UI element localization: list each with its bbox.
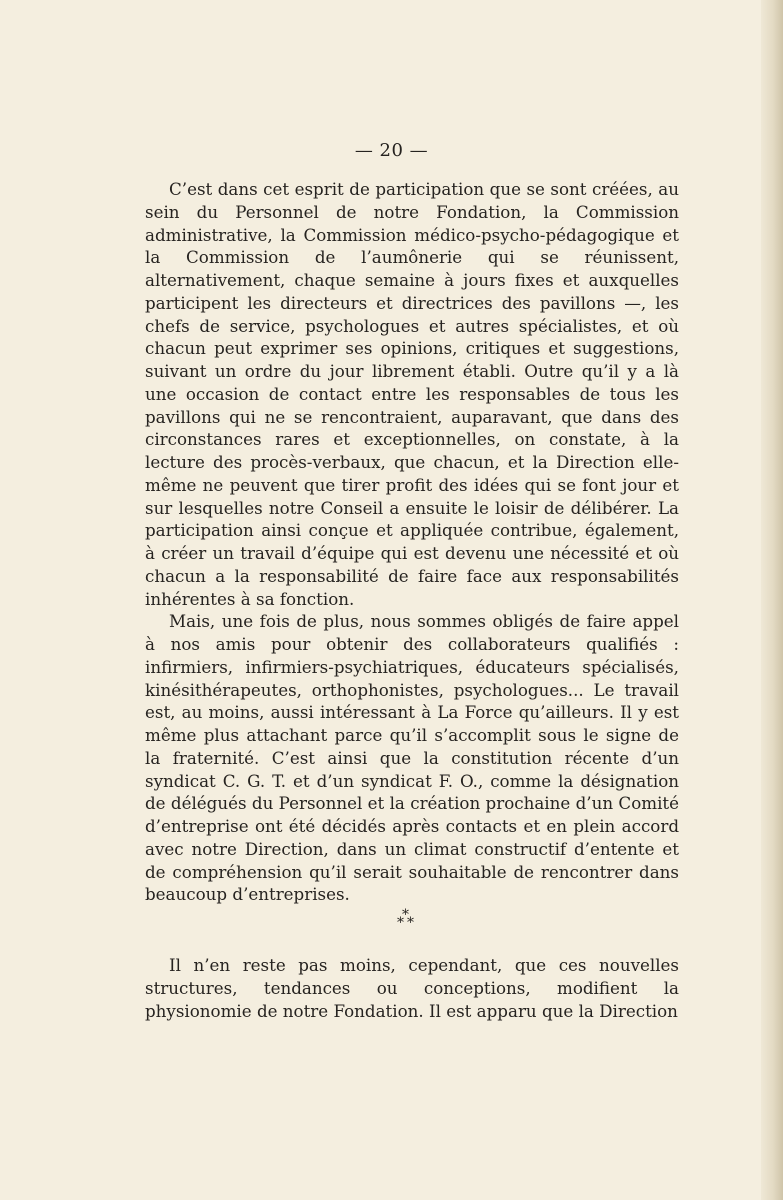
asterism-star: * [402,907,409,923]
paragraph: Il n’en reste pas moins, cependant, que ces nouvelles structures, tendances ou conceptions, modifient la physionomie de notre Fondation. Il est apparu que la Direction [145,955,679,1021]
page-edge [761,0,783,1200]
paragraph: Mais, une fois de plus, nous sommes obligés de faire appel à nos amis pour obtenir des collaborateurs qualifiés : infirmiers, infirmiers-psychiatriques, éducateurs spécialisés, kinésithérapeutes, orthophonistes, psychologues... Le travail est, au moins, aussi intéressant à La Force qu’ailleurs. Il y est même plus attachant parce qu’il s’accomplit sous le signe de la fraternité. C’est ainsi que la constitution récente d’un syndicat C. G. T. et d’un syndicat F. O., comme la désignation de délégués du Personnel et la création prochaine d’un Comité d’entreprise ont été décidés après contacts et en plein accord avec notre Direction, dans un climat constructif d’entente et de compréhension qu’il serait souhaitable de rencontrer dans beaucoup d’entreprises. [145,611,679,905]
paragraph: C’est dans cet esprit de participation que se sont créées, au sein du Personnel de notre Fondation, la Commission administrative, la Commission médico-psycho-pédagogique et la Commission de l’aumônerie qui se réunissent, alternativement, chaque semaine à jours fixes et auxquelles participent les directeurs et directrices des pavillons —, les chefs de service, psychologues et autres spécialistes, et où chacun peut exprimer ses opinions, critiques et suggestions, suivant un ordre du jour librement établi. Outre qu’il y a là une occasion de contact entre les responsables de tous les pavillons qui ne se rencontraient, auparavant, que dans des circonstances rares et exceptionnelles, on constate, à la lecture des procès-verbaux, que chacun, et la Direction elle-même ne peuvent que tirer profit des idées qui se font jour et sur lesquelles notre Conseil a ensuite le loisir de délibérer. La participation ainsi conçue et appliquée contribue, également, à créer un travail d’équipe qui est devenu une nécessité et où chacun a la responsabilité de faire face aux responsabilités inhérentes à sa fonction. [145,179,679,609]
asterism-star: * [407,915,414,931]
page-number: — 20 — [354,140,429,161]
asterism-star: * [397,915,404,931]
body-text [145,178,679,1022]
asterism-separator [145,906,679,940]
